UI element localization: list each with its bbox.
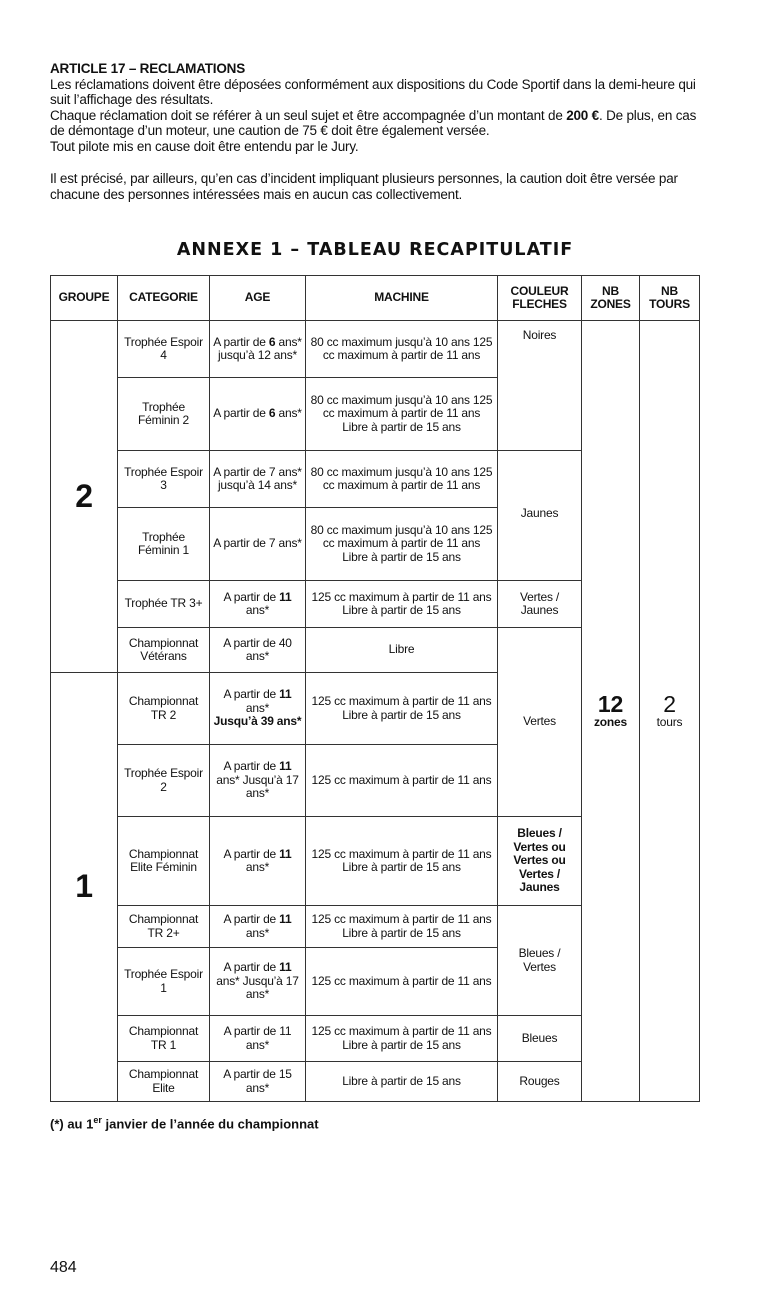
article-paragraph-4: Il est précisé, par ailleurs, qu’en cas d’incident impliquant plusieurs personnes, la caution doit être versée par chacune des personnes intéressées mais en aucun cas collectivement. (50, 171, 678, 202)
age-cell (210, 321, 306, 378)
p2-before: Chaque réclamation doit se référer à un seul sujet et être accompagnée d’un montant de (50, 107, 567, 123)
age-cell (210, 906, 306, 948)
couleur-cell: Rouges (498, 1062, 582, 1102)
p2-after: . De plus, en cas de démontage d’un moteur, une caution de 75 € doit être également versée. (50, 107, 697, 138)
header-nb-zones-1: NB (602, 283, 619, 298)
header-couleur (498, 276, 582, 321)
couleur-cell: Bleues / Vertes (498, 906, 582, 1016)
header-age: AGE (210, 276, 306, 321)
footnote-text: janvier de l’année du championnat (101, 1116, 319, 1132)
machine-cell: 125 cc maximum à partir de 11 ans (306, 948, 498, 1016)
age-bold: 6 (268, 334, 276, 349)
age-cell (210, 948, 306, 1016)
couleur-cell: Noires (498, 321, 582, 451)
header-couleur-2: FLECHES (512, 297, 567, 311)
header-nb-zones-2: ZONES (590, 297, 631, 311)
age-bold: 11 (279, 687, 292, 702)
category-cell: Championnat TR 1 (118, 1016, 210, 1062)
age-bold: 6 (268, 406, 276, 421)
footnote-sup: er (93, 1115, 102, 1125)
tours-value: 2 (663, 691, 676, 718)
age-cell: A partir de 11 ans* (210, 1016, 306, 1062)
category-cell: Trophée TR 3+ (118, 581, 210, 628)
article-title: ARTICLE 17 – RECLAMATIONS (50, 61, 246, 76)
footnote-text: (*) au 1 (50, 1116, 94, 1132)
category-cell: Trophée Espoir 1 (118, 948, 210, 1016)
group-1: 1 (51, 673, 118, 1102)
age-cell (210, 745, 306, 817)
age-cell: A partir de 7 ans* jusqu’à 14 ans* (210, 451, 306, 508)
category-cell: Trophée Féminin 1 (118, 508, 210, 581)
age-cell: A partir de 40 ans* (210, 628, 306, 673)
machine-cell: 80 cc maximum jusqu’à 10 ans 125 cc maximum à partir de 11 ans (306, 321, 498, 378)
category-cell: Trophée Féminin 2 (118, 378, 210, 451)
age-text: A partir de (213, 406, 269, 421)
age-cell: A partir de 15 ans* (210, 1062, 306, 1102)
zones-label: zones (593, 715, 627, 730)
age-bold: 11 (279, 960, 292, 975)
category-cell: Championnat Elite (118, 1062, 210, 1102)
machine-cell: Libre (306, 628, 498, 673)
header-nb-tours-2: TOURS (649, 297, 690, 311)
article-17 (50, 61, 710, 202)
category-cell: Championnat Elite Féminin (118, 817, 210, 906)
category-cell: Championnat Vétérans (118, 628, 210, 673)
age-text: A partir de (223, 960, 280, 975)
age-text: A partir de (223, 759, 280, 774)
machine-cell: 125 cc maximum à partir de 11 ans Libre à partir de 15 ans (306, 906, 498, 948)
age-text: A partir de (223, 912, 280, 926)
age-bold: 11 (279, 846, 292, 861)
age-cell (210, 581, 306, 628)
header-categorie: CATEGORIE (118, 276, 210, 321)
table-row (51, 321, 700, 378)
header-nb-zones (582, 276, 640, 321)
table-header-row (51, 276, 700, 321)
age-cell (210, 673, 306, 745)
couleur-cell: Bleues / Vertes ou Vertes ou Vertes / Jaunes (498, 817, 582, 906)
machine-cell: 80 cc maximum jusqu’à 10 ans 125 cc maximum à partir de 11 ans Libre à partir de 15 ans (306, 508, 498, 581)
category-cell: Trophée Espoir 2 (118, 745, 210, 817)
machine-cell: Libre à partir de 15 ans (306, 1062, 498, 1102)
couleur-cell: Vertes / Jaunes (498, 581, 582, 628)
age-text: A partir de (223, 846, 280, 861)
zones-value: 12 (597, 691, 624, 718)
category-cell: Trophée Espoir 3 (118, 451, 210, 508)
page-number: 484 (50, 1259, 77, 1276)
annexe-title: ANNEXE 1 – TABLEAU RECAPITULATIF (176, 240, 574, 260)
group-2: 2 (51, 321, 118, 673)
age-text: ans* (245, 925, 270, 940)
nb-zones-cell (582, 321, 640, 1102)
machine-cell: 80 cc maximum jusqu’à 10 ans 125 cc maximum à partir de 11 ans Libre à partir de 15 ans (306, 378, 498, 451)
nb-tours-cell (640, 321, 700, 1102)
machine-cell: 80 cc maximum jusqu’à 10 ans 125 cc maximum à partir de 11 ans (306, 451, 498, 508)
couleur-cell: Jaunes (498, 451, 582, 581)
machine-cell: 125 cc maximum à partir de 11 ans Libre à partir de 15 ans (306, 1016, 498, 1062)
age-bold: 11 (279, 912, 292, 926)
age-text: ans* Jusqu’à 17 ans* (216, 772, 299, 801)
article-paragraph-3: Tout pilote mis en cause doit être entendu par le Jury. (50, 138, 359, 154)
age-text: ans* jusqu’à 12 ans* (217, 334, 302, 362)
couleur-cell: Bleues (498, 1016, 582, 1062)
age-text: A partir de (223, 589, 280, 604)
age-cell: A partir de 7 ans* (210, 508, 306, 581)
machine-cell: 125 cc maximum à partir de 11 ans (306, 745, 498, 817)
age-text: A partir de (223, 687, 280, 702)
footnote (50, 1115, 319, 1131)
age-bold: Jusqu’à 39 ans* (213, 714, 302, 729)
machine-cell: 125 cc maximum à partir de 11 ans Libre à partir de 15 ans (306, 581, 498, 628)
header-couleur-1: COULEUR (510, 283, 569, 298)
recap-table (50, 275, 700, 1102)
article-paragraph-1: Les réclamations doivent être déposées conformément aux dispositions du Code Sportif dans la demi-heure qui suit l’affichage des résultats. (50, 76, 696, 107)
age-bold: 11 (279, 759, 292, 774)
header-machine: MACHINE (306, 276, 498, 321)
header-nb-tours (640, 276, 700, 321)
category-cell: Trophée Espoir 4 (118, 321, 210, 378)
couleur-cell: Vertes (498, 628, 582, 817)
category-cell: Championnat TR 2 (118, 673, 210, 745)
age-text: ans* (245, 860, 270, 874)
machine-cell: 125 cc maximum à partir de 11 ans Libre à partir de 15 ans (306, 673, 498, 745)
tours-label: tours (656, 715, 683, 730)
age-cell (210, 817, 306, 906)
age-cell (210, 378, 306, 451)
age-text: ans* (245, 700, 270, 715)
age-text: ans* Jusqu’à 17 ans* (216, 973, 299, 1002)
machine-cell: 125 cc maximum à partir de 11 ans Libre à partir de 15 ans (306, 817, 498, 906)
category-cell: Championnat TR 2+ (118, 906, 210, 948)
age-text: A partir de (213, 334, 269, 349)
age-text: ans* (245, 603, 270, 617)
p2-amount: 200 € (566, 107, 599, 123)
article-paragraph-2 (50, 108, 710, 139)
age-text: ans* (275, 406, 302, 421)
header-nb-tours-1: NB (661, 283, 678, 298)
header-groupe: GROUPE (51, 276, 118, 321)
age-bold: 11 (279, 589, 292, 604)
